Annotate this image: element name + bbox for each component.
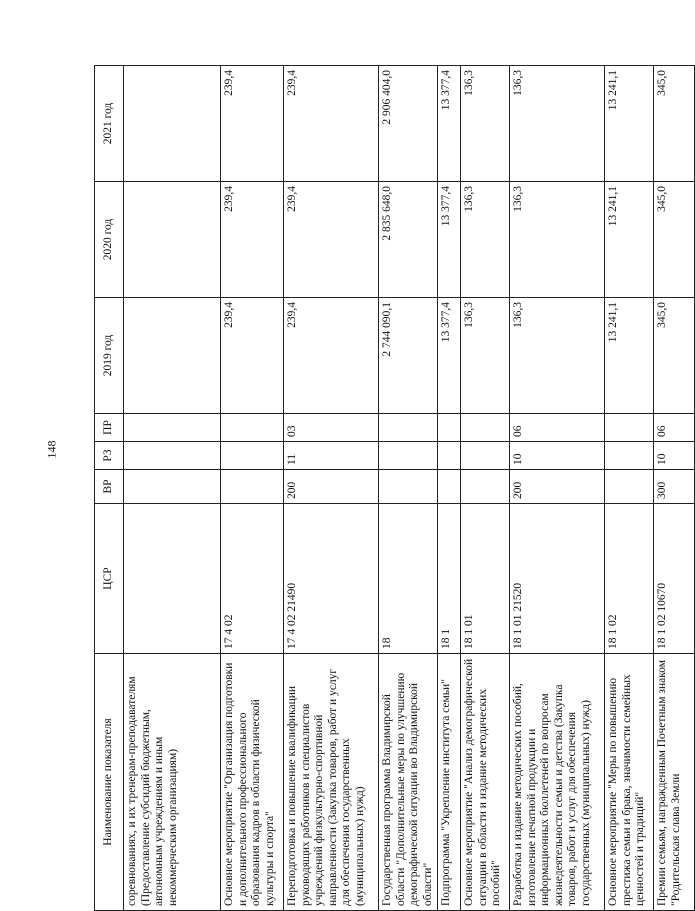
cell-rz [461, 442, 510, 470]
cell-2021: 2 906 404,0 [379, 66, 438, 182]
cell-2020: 13 241,1 [605, 182, 654, 298]
cell-2021: 136,3 [461, 66, 510, 182]
table-row [124, 66, 221, 911]
cell-rz: 10 [510, 442, 605, 470]
cell-2021: 239,4 [284, 66, 379, 182]
cell-vr [221, 470, 284, 504]
cell-name: Переподготовка и повышение квалификации руководящих работников и специалистов учреждений физкультурно-спортивной направленности (Закупка товаров, работ и услуг для обеспечения государственных (муниципальных) нужд) [284, 654, 379, 911]
cell-2019: 239,4 [284, 298, 379, 414]
cell-csr: 18 1 02 [605, 504, 654, 654]
cell-rz: 11 [284, 442, 379, 470]
cell-2021: 13 377,4 [438, 66, 461, 182]
cell-pr [461, 414, 510, 442]
cell-name: Государственная программа Владимирской области "Дополнительные меры по улучшению демографической ситуации во Владимирской области" [379, 654, 438, 911]
cell-pr: 06 [654, 414, 695, 442]
cell-2021: 345,0 [654, 66, 695, 182]
cell-2019: 136,3 [510, 298, 605, 414]
cell-rz [605, 442, 654, 470]
table-landscape [94, 66, 682, 911]
header-vr: ВР [95, 470, 124, 504]
cell-name: Основное мероприятие "Анализ демографической ситуации в области и издание методических пособий" [461, 654, 510, 911]
cell-vr [438, 470, 461, 504]
cell-2021: 136,3 [510, 66, 605, 182]
cell-2021: 13 241,1 [605, 66, 654, 182]
cell-vr [605, 470, 654, 504]
cell-csr: 18 1 01 [461, 504, 510, 654]
cell-pr: 03 [284, 414, 379, 442]
cell-2019: 2 744 090,1 [379, 298, 438, 414]
page-number: 148 [44, 440, 59, 459]
cell-2020: 239,4 [221, 182, 284, 298]
header-2019: 2019 год [95, 298, 124, 414]
header-rz: РЗ [95, 442, 124, 470]
cell-2019: 136,3 [461, 298, 510, 414]
cell-name: Основное мероприятие "Организация подготовки и дополнительного профессионального образования кадров в области физической культуры и спорта" [221, 654, 284, 911]
cell-pr [605, 414, 654, 442]
cell-rz: 10 [654, 442, 695, 470]
cell-name: Разработка и издание методических пособий, изготовление печатной продукции и информационных бюллетеней по вопросам жизнедеятельности семьи и детства (Закупка товаров, работ и услуг для обеспечения государственных (муниципальных) нужд) [510, 654, 605, 911]
rotated-table-container [94, 66, 682, 911]
table-row [605, 66, 654, 911]
cell-2020: 136,3 [510, 182, 605, 298]
cell-vr [461, 470, 510, 504]
cell-csr: 18 [379, 504, 438, 654]
header-name: Наименование показателя [95, 654, 124, 911]
cell-vr: 200 [284, 470, 379, 504]
table-row [284, 66, 379, 911]
cell-pr [221, 414, 284, 442]
table-header-row [95, 66, 124, 911]
cell-2019 [124, 298, 221, 414]
cell-vr [379, 470, 438, 504]
header-2020: 2020 год [95, 182, 124, 298]
cell-name: Основное мероприятие "Меры по повышению престижа семьи и брака, значимости семейных ценностей и традиций" [605, 654, 654, 911]
header-csr: ЦСР [95, 504, 124, 654]
cell-pr [379, 414, 438, 442]
table-row [461, 66, 510, 911]
cell-csr: 17 4 02 [221, 504, 284, 654]
cell-vr [124, 470, 221, 504]
cell-2019: 239,4 [221, 298, 284, 414]
cell-pr [438, 414, 461, 442]
cell-name: соревнованиях, и их тренерам-преподавателям (Предоставление субсидий бюджетным, автономным учреждениям и иным некоммерческим организациям) [124, 654, 221, 911]
cell-2020 [124, 182, 221, 298]
cell-2021 [124, 66, 221, 182]
table-row [379, 66, 438, 911]
cell-rz [124, 442, 221, 470]
cell-2020: 13 377,4 [438, 182, 461, 298]
budget-table [94, 65, 695, 911]
table-row [510, 66, 605, 911]
cell-csr: 18 1 02 10670 [654, 504, 695, 654]
cell-2020: 345,0 [654, 182, 695, 298]
cell-vr: 200 [510, 470, 605, 504]
cell-2020: 239,4 [284, 182, 379, 298]
cell-name: Подпрограмма "Укрепление института семьи" [438, 654, 461, 911]
table-row [221, 66, 284, 911]
cell-2019: 345,0 [654, 298, 695, 414]
cell-csr: 18 1 [438, 504, 461, 654]
cell-name: Премии семьям, награжденным Почетным знаком "Родительская слава Земли [654, 654, 695, 911]
cell-vr: 300 [654, 470, 695, 504]
cell-2019: 13 377,4 [438, 298, 461, 414]
table-row [654, 66, 695, 911]
header-2021: 2021 год [95, 66, 124, 182]
cell-2021: 239,4 [221, 66, 284, 182]
cell-2020: 136,3 [461, 182, 510, 298]
cell-csr [124, 504, 221, 654]
header-pr: ПР [95, 414, 124, 442]
cell-csr: 17 4 02 21490 [284, 504, 379, 654]
cell-csr: 18 1 01 21520 [510, 504, 605, 654]
cell-rz [379, 442, 438, 470]
table-row [438, 66, 461, 911]
cell-pr: 06 [510, 414, 605, 442]
cell-pr [124, 414, 221, 442]
cell-2020: 2 835 648,0 [379, 182, 438, 298]
cell-rz [221, 442, 284, 470]
cell-rz [438, 442, 461, 470]
cell-2019: 13 241,1 [605, 298, 654, 414]
